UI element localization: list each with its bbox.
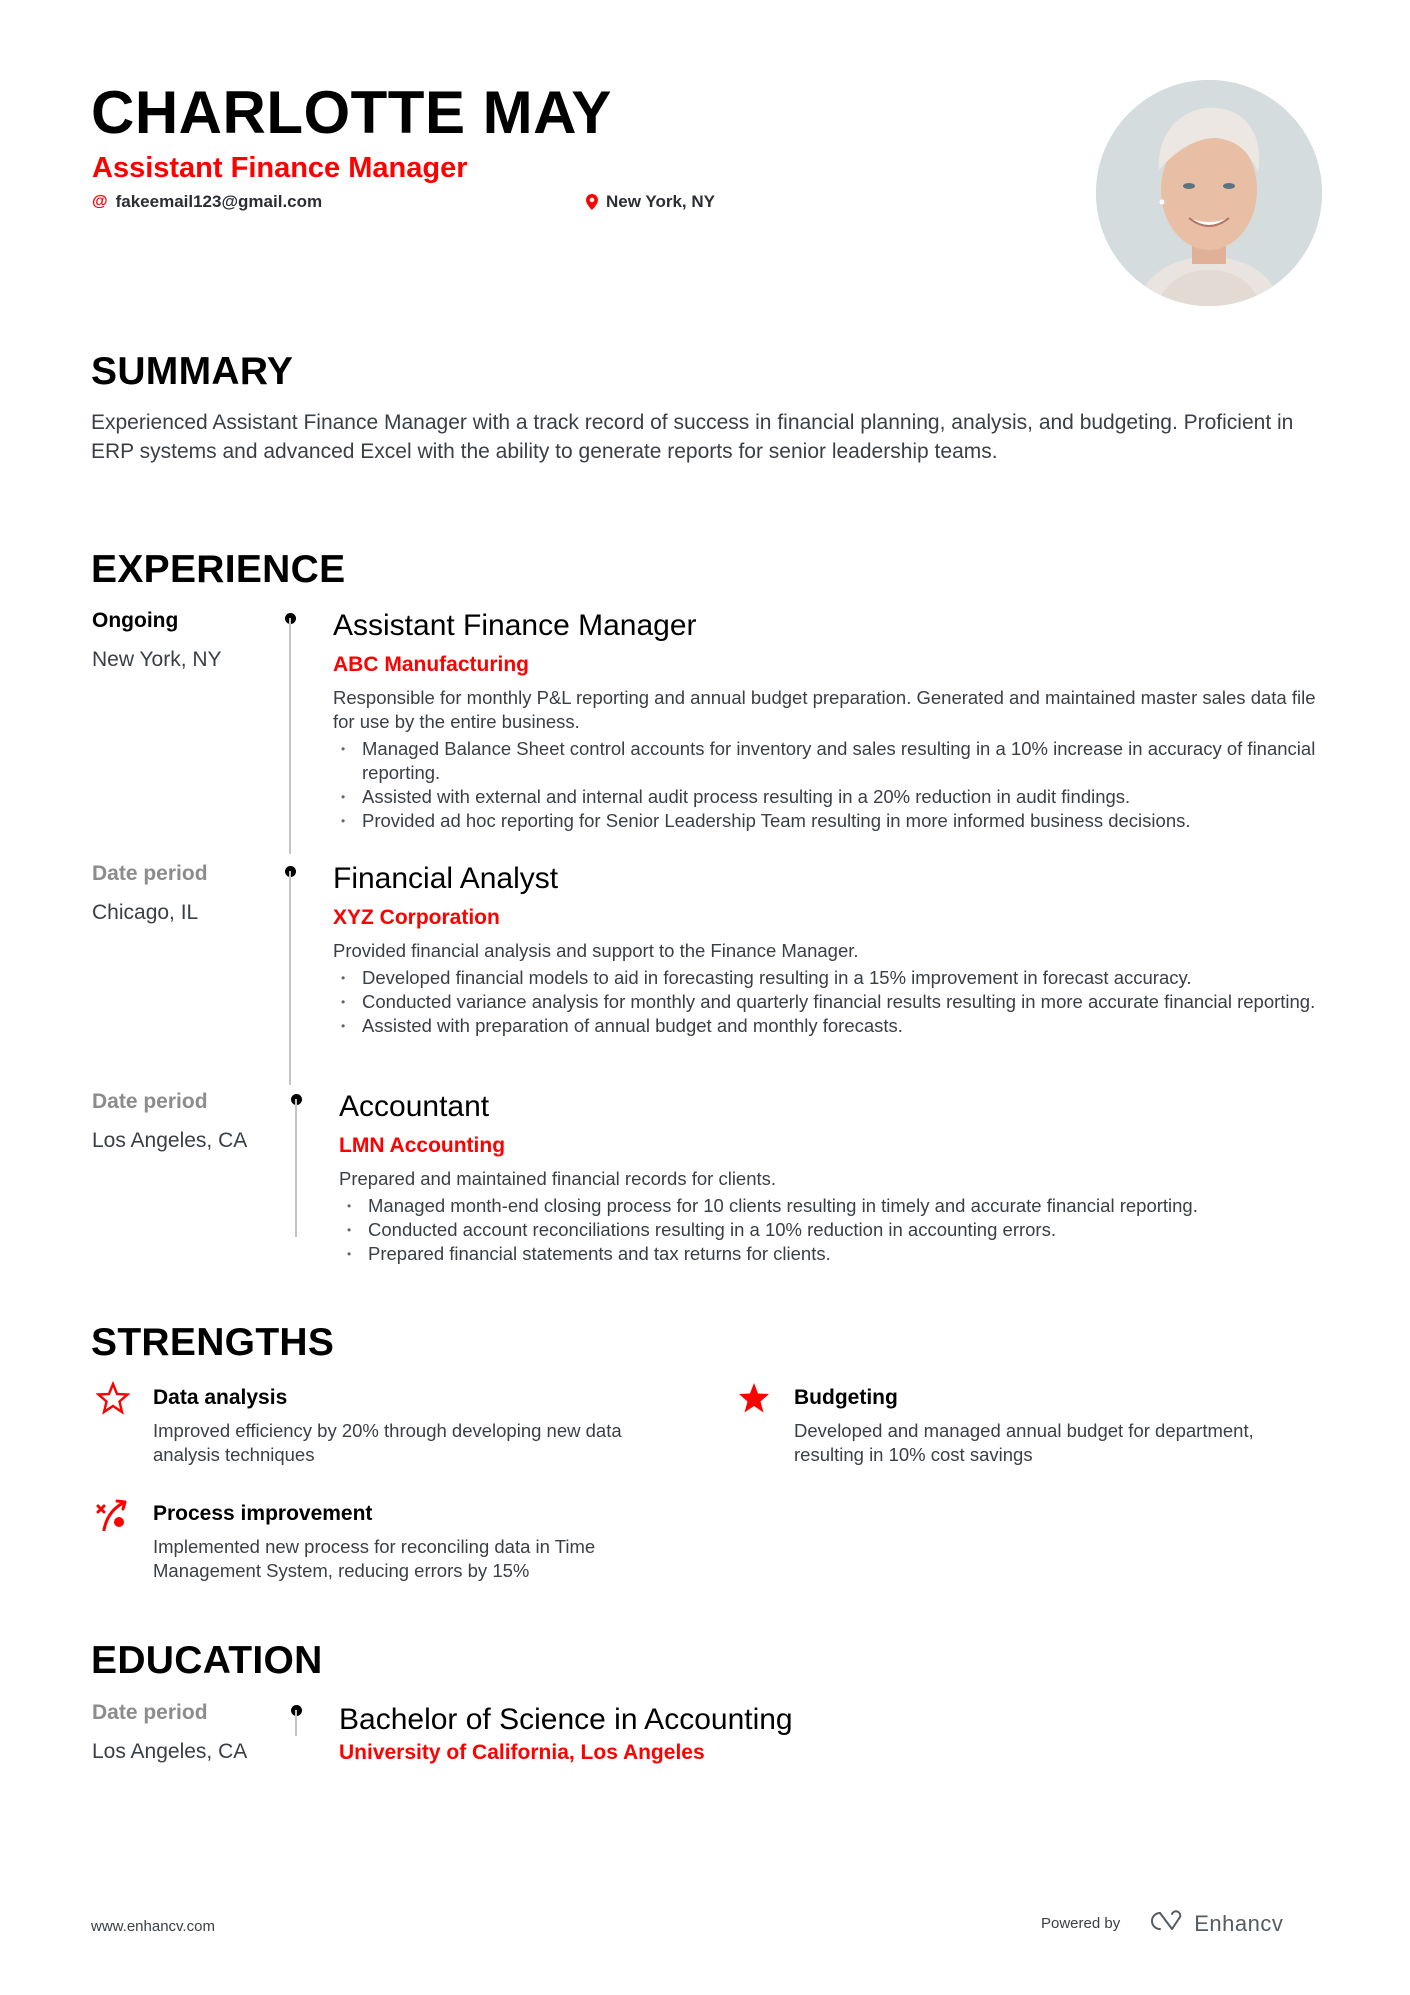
strength-description: Improved efficiency by 20% through developing new data analysis techniques: [153, 1420, 622, 1465]
experience-location: Chicago, IL: [92, 901, 199, 924]
experience-role: Accountant: [339, 1090, 490, 1123]
experience-bullets: [333, 737, 1343, 833]
candidate-name: CHARLOTTE MAY: [91, 79, 612, 146]
experience-bullet: • Developed financial models to aid in forecasting resulting in a 15% improvement in forecast accuracy.: [333, 966, 1333, 990]
experience-bullet: • Provided ad hoc reporting for Senior Leadership Team resulting in more informed business decisions.: [333, 809, 1343, 833]
powered-by-text: Powered by: [1041, 1915, 1121, 1932]
experience-company: LMN Accounting: [339, 1134, 506, 1157]
experience-date: Ongoing: [92, 609, 179, 632]
experience-location: Los Angeles, CA: [92, 1129, 248, 1152]
experience-bullet: • Managed month-end closing process for 10 clients resulting in timely and accurate financial reporting.: [339, 1194, 1349, 1218]
summary-heading: SUMMARY: [91, 350, 294, 393]
strategy-icon: [96, 1497, 134, 1535]
experience-bullet: • Conducted account reconciliations resulting in a 10% reduction in accounting errors.: [339, 1218, 1349, 1242]
education-school: University of California, Los Angeles: [339, 1741, 705, 1764]
experience-description: Provided financial analysis and support to the Finance Manager.: [333, 940, 859, 961]
experience-description: Responsible for monthly P&L reporting and annual budget preparation. Generated and maintained master sales data file for use by the entire business.: [333, 687, 1316, 732]
experience-role: Financial Analyst: [333, 862, 559, 895]
experience-company: XYZ Corporation: [333, 906, 500, 929]
experience-bullet: • Assisted with external and internal audit process resulting in a 20% reduction in audit findings.: [333, 785, 1343, 809]
brand-name: Enhancv: [1194, 1910, 1284, 1936]
education-location: Los Angeles, CA: [92, 1740, 248, 1763]
strength-title: Data analysis: [153, 1386, 288, 1409]
at-icon: @: [92, 193, 108, 210]
location-text: New York, NY: [606, 192, 715, 211]
star-filled-icon: [737, 1381, 775, 1419]
education-degree: Bachelor of Science in Accounting: [339, 1703, 793, 1736]
candidate-headline: Assistant Finance Manager: [92, 152, 468, 184]
education-heading: EDUCATION: [91, 1639, 323, 1682]
star-outline-icon: [96, 1381, 134, 1419]
email-text: fakeemail123@gmail.com: [115, 192, 323, 211]
strengths-heading: STRENGTHS: [91, 1321, 335, 1364]
footer-website-link[interactable]: www.enhancv.com: [91, 1918, 215, 1935]
experience-bullet: • Prepared financial statements and tax returns for clients.: [339, 1242, 1349, 1266]
timeline-line: [295, 1099, 297, 1237]
experience-location: New York, NY: [92, 648, 222, 671]
strength-description: Developed and managed annual budget for department, resulting in 10% cost savings: [794, 1420, 1254, 1465]
contact-email[interactable]: [92, 192, 322, 212]
experience-bullet: • Conducted variance analysis for monthly and quarterly financial results resulting in more accurate financial reporting.: [333, 990, 1333, 1014]
summary-text: Experienced Assistant Finance Manager with a track record of success in financial planning, analysis, and budgeting. Proficient in ERP systems and advanced Excel with the ability to generate reports for senior leadership teams.: [91, 411, 1294, 463]
strength-description: Implemented new process for reconciling data in Time Management System, reducing errors by 15%: [153, 1536, 596, 1581]
experience-bullet: • Managed Balance Sheet control accounts for inventory and sales resulting in a 10% increase in accuracy of financial reporting.: [333, 737, 1343, 785]
timeline-line: [289, 618, 291, 854]
education-date: Date period: [92, 1701, 208, 1724]
profile-photo: [1096, 80, 1322, 306]
experience-role: Assistant Finance Manager: [333, 609, 697, 642]
enhancv-logo-icon: [1146, 1909, 1186, 1938]
contact-location: [586, 192, 715, 212]
timeline-line: [295, 1710, 297, 1736]
strength-title: Budgeting: [794, 1386, 898, 1409]
map-pin-icon: [586, 194, 598, 210]
experience-date: Date period: [92, 1090, 208, 1113]
strength-title: Process improvement: [153, 1502, 373, 1525]
experience-bullets: [339, 1194, 1349, 1266]
experience-date: Date period: [92, 862, 208, 885]
experience-company: ABC Manufacturing: [333, 653, 529, 676]
experience-bullet: • Assisted with preparation of annual budget and monthly forecasts.: [333, 1014, 1333, 1038]
experience-bullets: [333, 966, 1333, 1038]
experience-description: Prepared and maintained financial records for clients.: [339, 1168, 777, 1189]
timeline-line: [289, 871, 291, 1085]
footer-branding[interactable]: [1041, 1909, 1283, 1938]
experience-heading: EXPERIENCE: [91, 548, 346, 591]
